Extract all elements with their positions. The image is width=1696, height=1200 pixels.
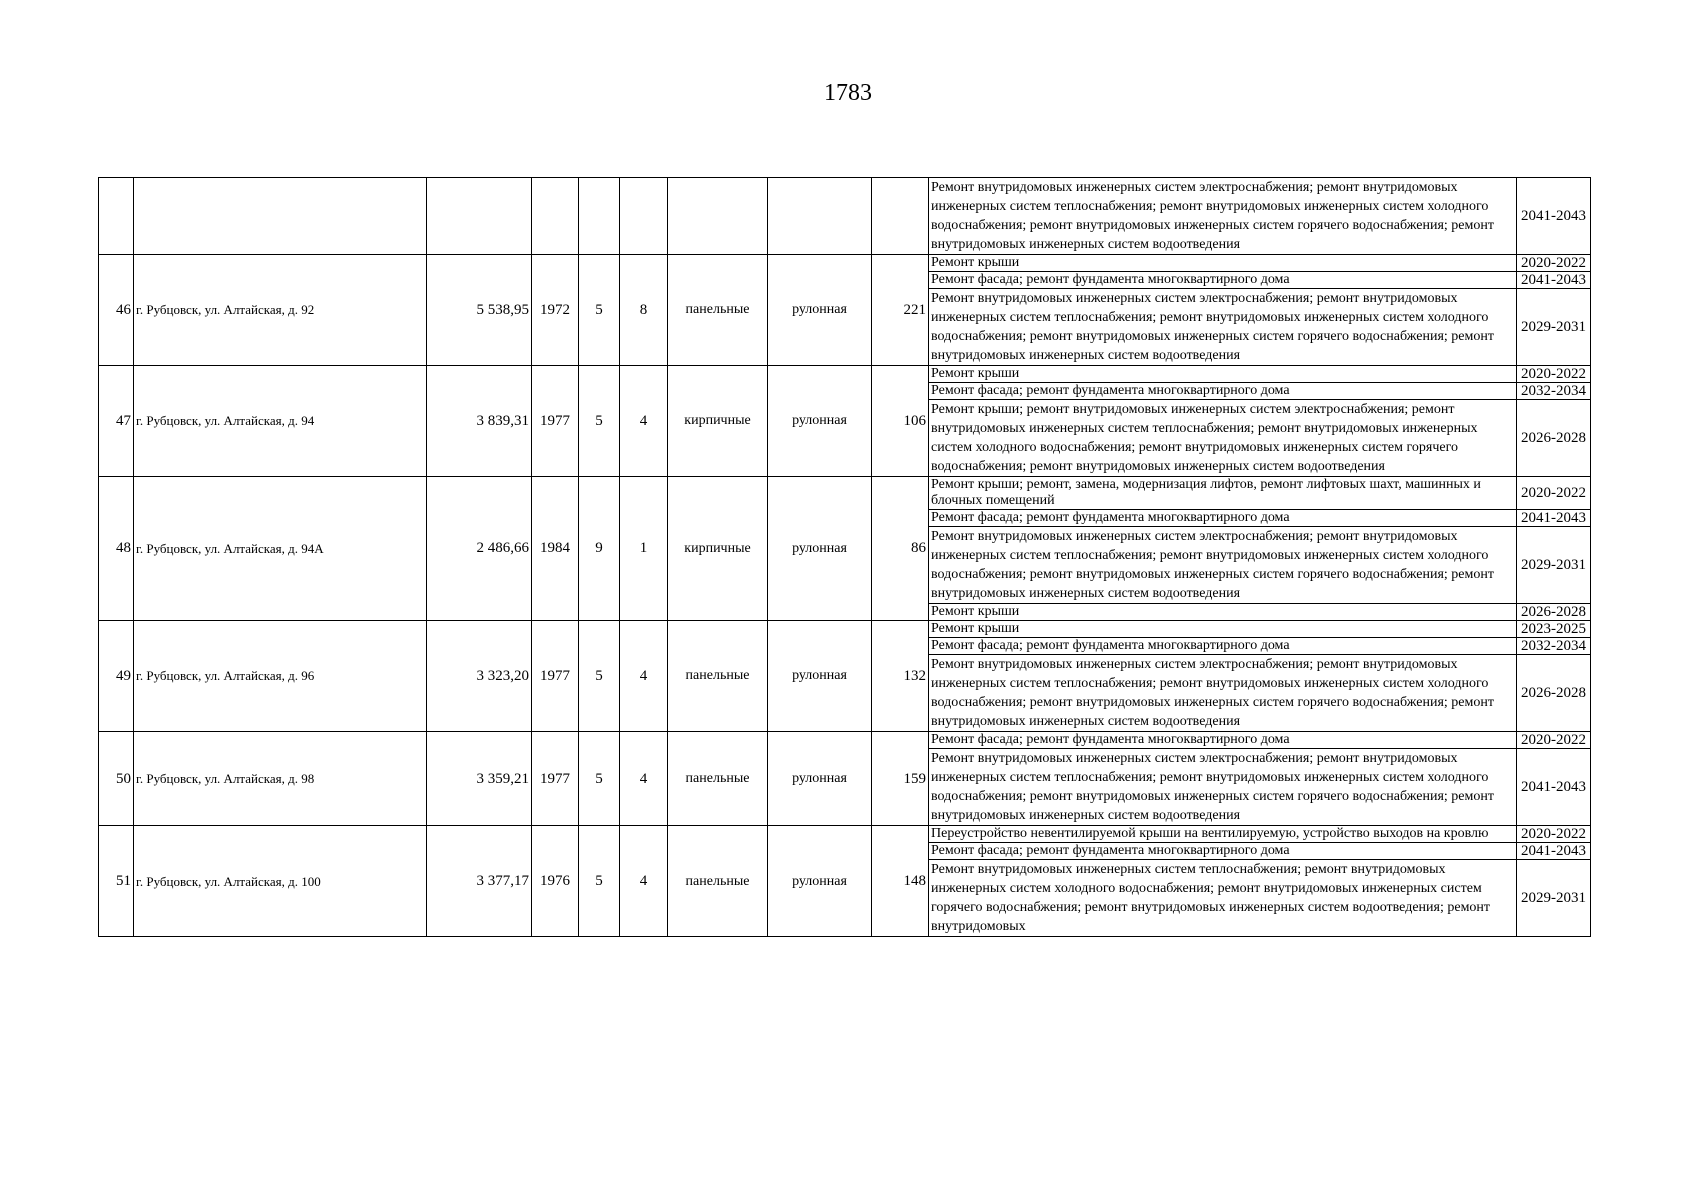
- work-period: 2026-2028: [1517, 655, 1591, 732]
- work-period: 2020-2022: [1517, 826, 1591, 843]
- table-row: [99, 826, 1591, 843]
- work-period: 2026-2028: [1517, 604, 1591, 621]
- work-period: 2032-2034: [1517, 638, 1591, 655]
- work-period: 2029-2031: [1517, 860, 1591, 937]
- walls-cell: кирпичные: [668, 477, 768, 621]
- area-cell: [427, 178, 532, 255]
- roof-cell: рулонная: [768, 621, 872, 732]
- row-number: 46: [99, 255, 134, 366]
- apartments-cell: [872, 178, 929, 255]
- floors-cell: 5: [579, 255, 620, 366]
- entrances-cell: [620, 178, 668, 255]
- apartments-cell: 159: [872, 732, 929, 826]
- entrances-cell: 1: [620, 477, 668, 621]
- work-description: Ремонт крыши: [929, 604, 1517, 621]
- roof-cell: рулонная: [768, 255, 872, 366]
- work-description: Ремонт внутридомовых инженерных систем электроснабжения; ремонт внутридомовых инженерных систем теплоснабжения; ремонт внутридомовых инженерных систем холодного водоснабжения; ремонт внутридомовых инженерных систем горячего водоснабжения; ремонт внутридомовых инженерных систем водоотведения: [929, 655, 1517, 732]
- row-number: 48: [99, 477, 134, 621]
- year-cell: 1972: [532, 255, 579, 366]
- address-cell: г. Рубцовск, ул. Алтайская, д. 92: [134, 255, 427, 366]
- year-cell: 1976: [532, 826, 579, 937]
- work-description: Переустройство невентилируемой крыши на вентилируемую, устройство выходов на кровлю: [929, 826, 1517, 843]
- work-description: Ремонт фасада; ремонт фундамента многоквартирного дома: [929, 510, 1517, 527]
- walls-cell: панельные: [668, 826, 768, 937]
- work-period: 2020-2022: [1517, 366, 1591, 383]
- roof-cell: [768, 178, 872, 255]
- work-description: Ремонт внутридомовых инженерных систем электроснабжения; ремонт внутридомовых инженерных систем теплоснабжения; ремонт внутридомовых инженерных систем холодного водоснабжения; ремонт внутридомовых инженерных систем горячего водоснабжения; ремонт внутридомовых инженерных систем водоотведения: [929, 749, 1517, 826]
- roof-cell: рулонная: [768, 366, 872, 477]
- address-cell: г. Рубцовск, ул. Алтайская, д. 98: [134, 732, 427, 826]
- work-description: Ремонт внутридомовых инженерных систем электроснабжения; ремонт внутридомовых инженерных систем теплоснабжения; ремонт внутридомовых инженерных систем холодного водоснабжения; ремонт внутридомовых инженерных систем горячего водоснабжения; ремонт внутридомовых инженерных систем водоотведения: [929, 289, 1517, 366]
- work-period: 2026-2028: [1517, 400, 1591, 477]
- roof-cell: рулонная: [768, 826, 872, 937]
- table-row: [99, 178, 1591, 255]
- apartments-cell: 106: [872, 366, 929, 477]
- work-period: 2023-2025: [1517, 621, 1591, 638]
- work-description: Ремонт фасада; ремонт фундамента многоквартирного дома: [929, 383, 1517, 400]
- row-number: 47: [99, 366, 134, 477]
- address-cell: г. Рубцовск, ул. Алтайская, д. 94А: [134, 477, 427, 621]
- year-cell: 1984: [532, 477, 579, 621]
- table-row: [99, 255, 1591, 272]
- work-description: Ремонт фасада; ремонт фундамента многоквартирного дома: [929, 272, 1517, 289]
- work-description: Ремонт крыши: [929, 621, 1517, 638]
- work-period: 2032-2034: [1517, 383, 1591, 400]
- apartments-cell: 132: [872, 621, 929, 732]
- apartments-cell: 221: [872, 255, 929, 366]
- year-cell: 1977: [532, 621, 579, 732]
- work-description: Ремонт фасада; ремонт фундамента многоквартирного дома: [929, 638, 1517, 655]
- area-cell: 3 377,17: [427, 826, 532, 937]
- walls-cell: панельные: [668, 255, 768, 366]
- work-description: Ремонт внутридомовых инженерных систем электроснабжения; ремонт внутридомовых инженерных систем теплоснабжения; ремонт внутридомовых инженерных систем холодного водоснабжения; ремонт внутридомовых инженерных систем горячего водоснабжения; ремонт внутридомовых инженерных систем водоотведения: [929, 527, 1517, 604]
- roof-cell: рулонная: [768, 477, 872, 621]
- work-description: Ремонт крыши; ремонт внутридомовых инженерных систем электроснабжения; ремонт внутридомовых инженерных систем теплоснабжения; ремонт внутридомовых инженерных систем холодного водоснабжения; ремонт внутридомовых инженерных систем горячего водоснабжения; ремонт внутридомовых инженерных систем водоотведения: [929, 400, 1517, 477]
- entrances-cell: 4: [620, 826, 668, 937]
- work-description: Ремонт фасада; ремонт фундамента многоквартирного дома: [929, 843, 1517, 860]
- year-cell: 1977: [532, 366, 579, 477]
- address-cell: г. Рубцовск, ул. Алтайская, д. 96: [134, 621, 427, 732]
- walls-cell: панельные: [668, 732, 768, 826]
- floors-cell: [579, 178, 620, 255]
- work-description: Ремонт крыши; ремонт, замена, модернизация лифтов, ремонт лифтовых шахт, машинных и блочных помещений: [929, 477, 1517, 510]
- work-period: 2041-2043: [1517, 272, 1591, 289]
- area-cell: 3 839,31: [427, 366, 532, 477]
- work-period: 2041-2043: [1517, 510, 1591, 527]
- row-number: 50: [99, 732, 134, 826]
- address-cell: [134, 178, 427, 255]
- area-cell: 2 486,66: [427, 477, 532, 621]
- roof-cell: рулонная: [768, 732, 872, 826]
- walls-cell: [668, 178, 768, 255]
- address-cell: г. Рубцовск, ул. Алтайская, д. 100: [134, 826, 427, 937]
- area-cell: 5 538,95: [427, 255, 532, 366]
- entrances-cell: 4: [620, 621, 668, 732]
- work-period: 2020-2022: [1517, 732, 1591, 749]
- entrances-cell: 4: [620, 732, 668, 826]
- year-cell: [532, 178, 579, 255]
- apartments-cell: 86: [872, 477, 929, 621]
- apartments-cell: 148: [872, 826, 929, 937]
- work-period: 2041-2043: [1517, 843, 1591, 860]
- floors-cell: 9: [579, 477, 620, 621]
- floors-cell: 5: [579, 826, 620, 937]
- entrances-cell: 4: [620, 366, 668, 477]
- work-period: 2020-2022: [1517, 255, 1591, 272]
- work-description: Ремонт крыши: [929, 366, 1517, 383]
- work-period: 2041-2043: [1517, 178, 1591, 255]
- walls-cell: кирпичные: [668, 366, 768, 477]
- page-number: 1783: [824, 80, 872, 106]
- table-row: [99, 366, 1591, 383]
- work-description: Ремонт крыши: [929, 255, 1517, 272]
- repair-schedule-table: [98, 177, 1591, 937]
- table-row: [99, 621, 1591, 638]
- work-description: Ремонт внутридомовых инженерных систем электроснабжения; ремонт внутридомовых инженерных систем теплоснабжения; ремонт внутридомовых инженерных систем холодного водоснабжения; ремонт внутридомовых инженерных систем горячего водоснабжения; ремонт внутридомовых инженерных систем водоотведения: [929, 178, 1517, 255]
- area-cell: 3 359,21: [427, 732, 532, 826]
- work-period: 2041-2043: [1517, 749, 1591, 826]
- work-description: Ремонт внутридомовых инженерных систем теплоснабжения; ремонт внутридомовых инженерных систем холодного водоснабжения; ремонт внутридомовых инженерных систем горячего водоснабжения; ремонт внутридомовых инженерных систем водоотведения; ремонт внутридомовых: [929, 860, 1517, 937]
- table-row: [99, 477, 1591, 510]
- address-cell: г. Рубцовск, ул. Алтайская, д. 94: [134, 366, 427, 477]
- work-period: 2020-2022: [1517, 477, 1591, 510]
- entrances-cell: 8: [620, 255, 668, 366]
- area-cell: 3 323,20: [427, 621, 532, 732]
- year-cell: 1977: [532, 732, 579, 826]
- floors-cell: 5: [579, 366, 620, 477]
- work-period: 2029-2031: [1517, 527, 1591, 604]
- table-row: [99, 732, 1591, 749]
- walls-cell: панельные: [668, 621, 768, 732]
- row-number: [99, 178, 134, 255]
- row-number: 49: [99, 621, 134, 732]
- floors-cell: 5: [579, 732, 620, 826]
- row-number: 51: [99, 826, 134, 937]
- work-description: Ремонт фасада; ремонт фундамента многоквартирного дома: [929, 732, 1517, 749]
- work-period: 2029-2031: [1517, 289, 1591, 366]
- floors-cell: 5: [579, 621, 620, 732]
